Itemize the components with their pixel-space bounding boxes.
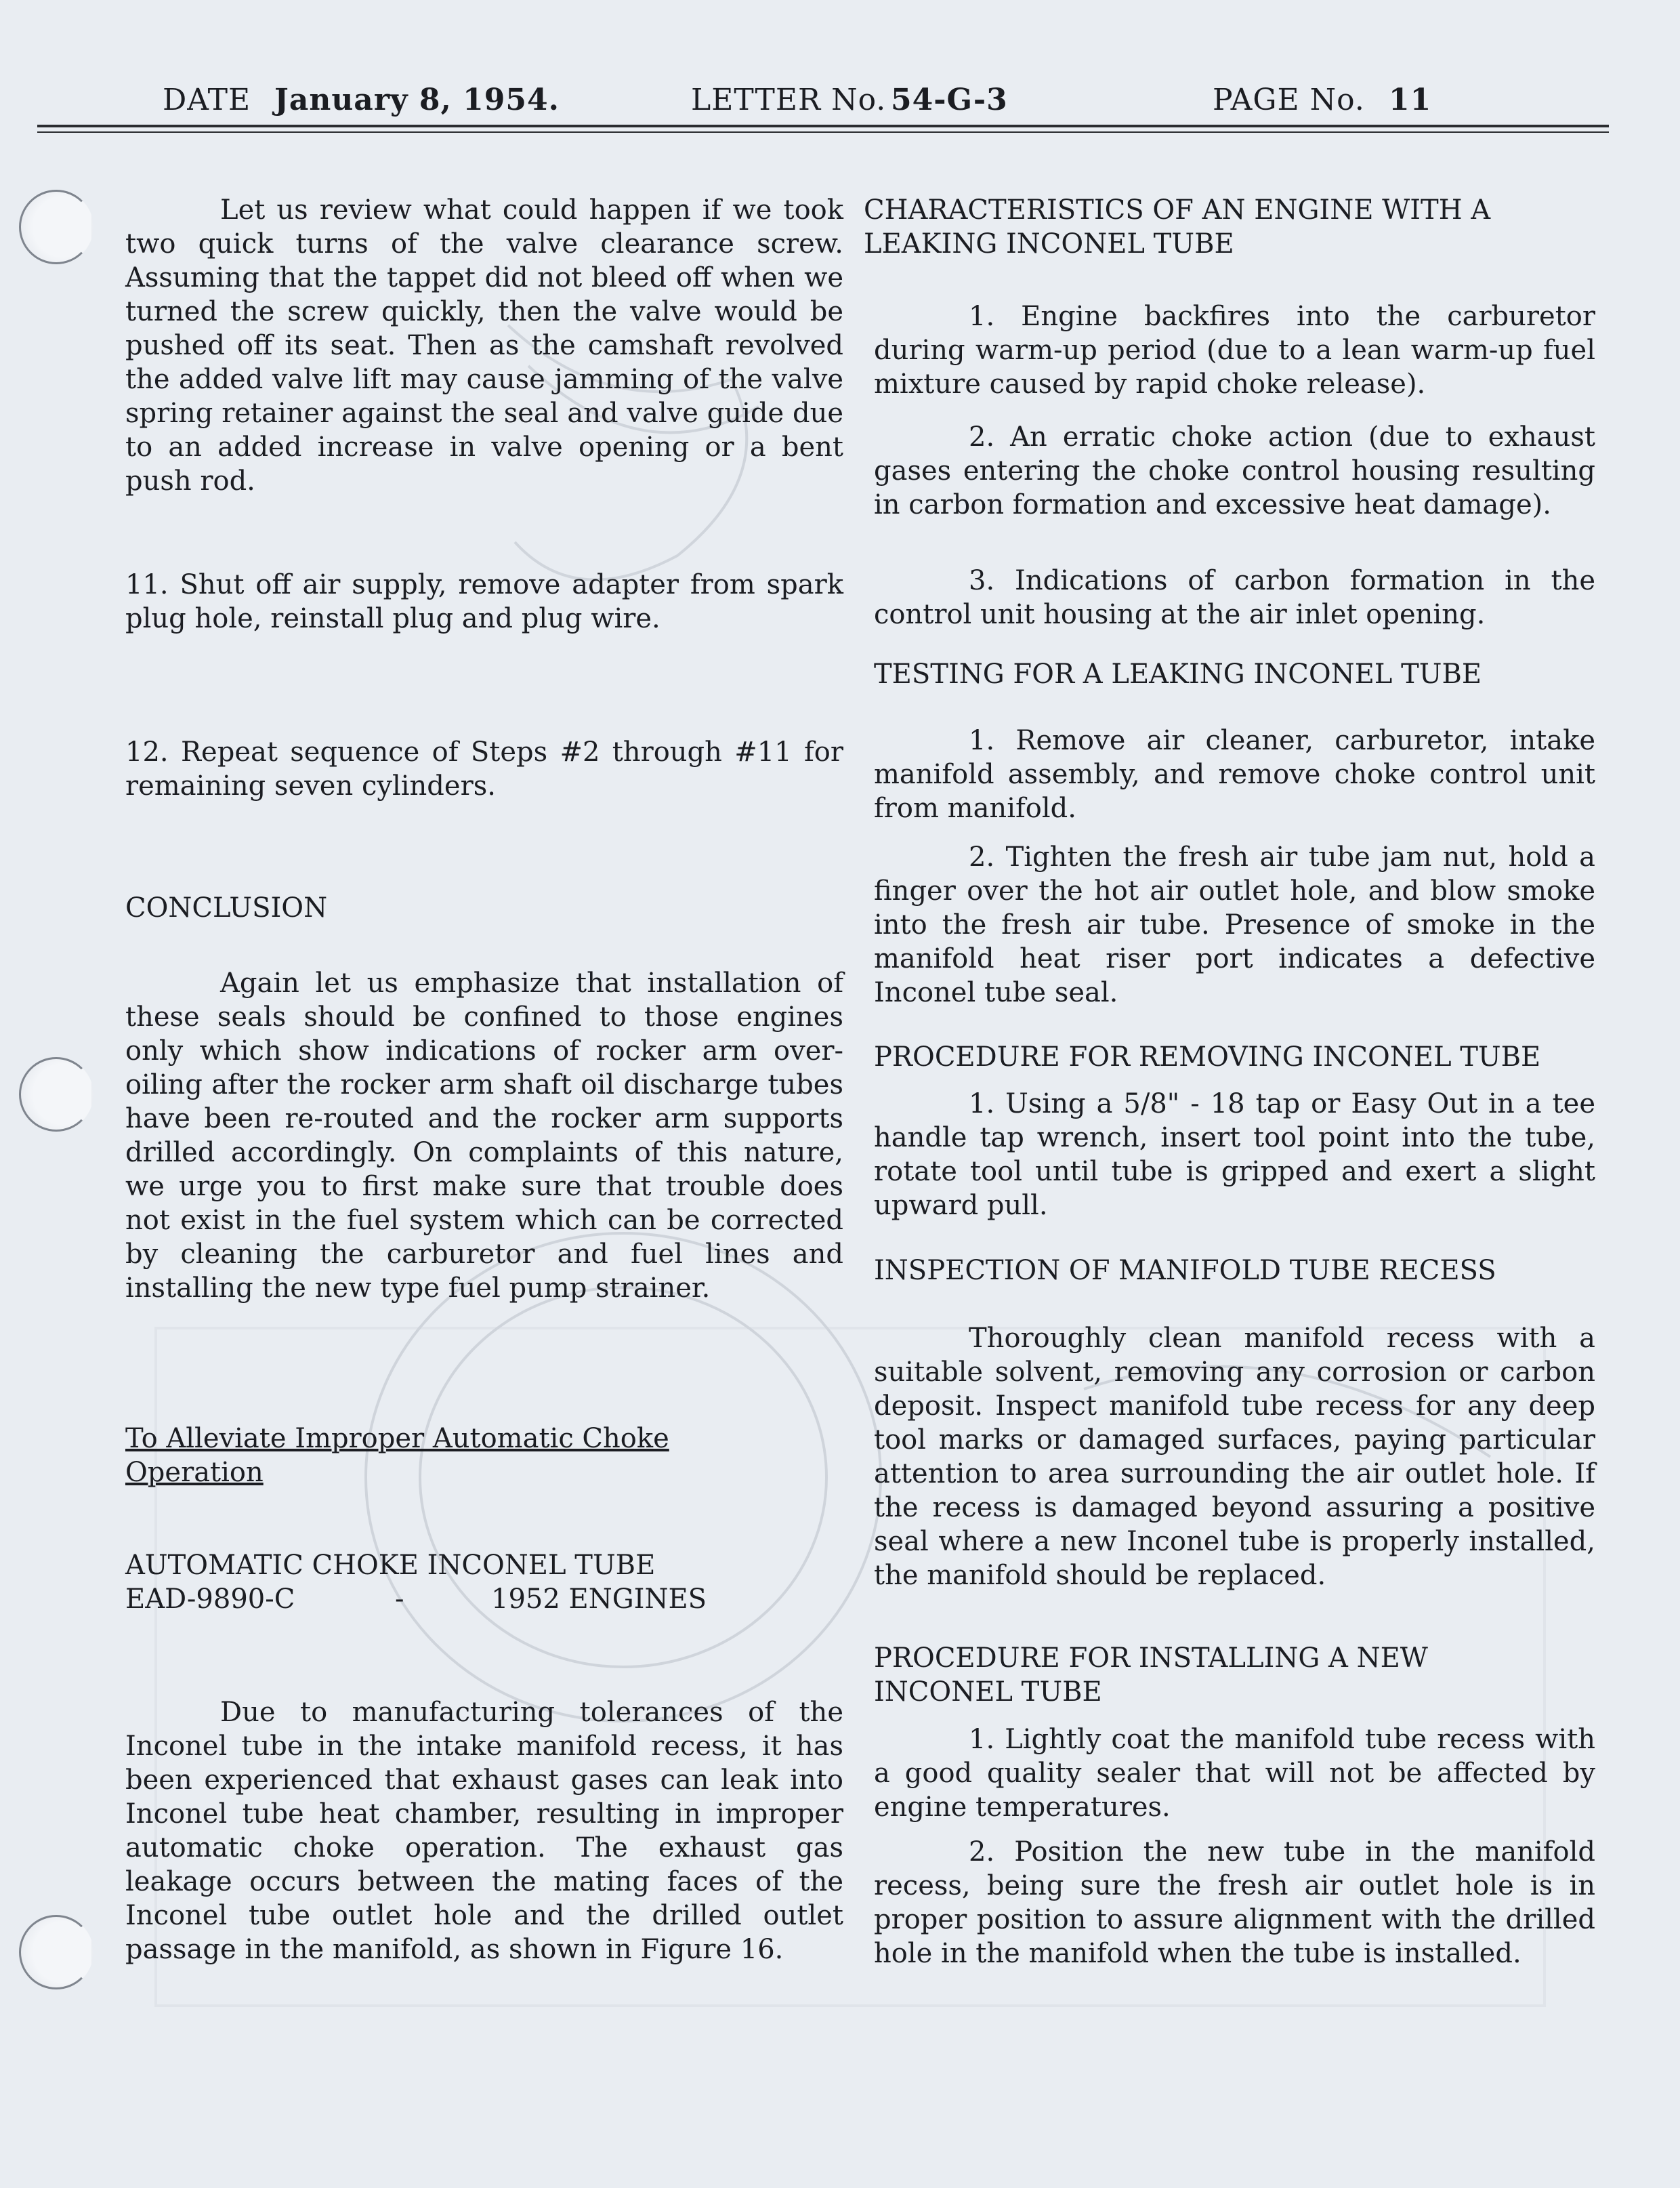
page-header — [125, 76, 1595, 123]
page-label: PAGE No. — [1213, 83, 1365, 117]
part-heading-line1: AUTOMATIC CHOKE INCONEL TUBE — [125, 1550, 656, 1581]
characteristic-2-text: 2. An erratic choke action (due to exhaust gases entering the choke control housing resulting in carbon formation and excessive heat damage). — [874, 421, 1595, 520]
characteristic-3 — [874, 564, 1595, 632]
step-12-text: 12. Repeat sequence of Steps #2 through #11 for remaining seven cylinders. — [125, 737, 843, 802]
binder-hole-top — [19, 190, 93, 264]
inspection-body — [874, 1321, 1595, 1592]
characteristic-2 — [874, 420, 1595, 522]
inspection-paragraph: Thoroughly clean manifold recess with a suitable solvent, removing any corrosion or carbon deposit. Inspect manifold tube recess for any deep tool marks or damaged surfaces, paying particular attention to area surrounding the air outlet hole. If the recess is damaged beyond assuring a positive seal where a new Inconel tube is properly installed, the manifold should be replaced. — [874, 1323, 1595, 1591]
test-step-1-text: 1. Remove air cleaner, carburetor, intake manifold assembly, and remove choke control unit from manifold. — [874, 725, 1595, 824]
step-11-text: 11. Shut off air supply, remove adapter from spark plug hole, reinstall plug and plug wire. — [125, 569, 843, 634]
install-step-1-text: 1. Lightly coat the manifold tube recess with a good quality sealer that will not be affected by engine temperatures. — [874, 1724, 1595, 1823]
test-step-1 — [874, 724, 1595, 825]
part-dash: - — [395, 1584, 404, 1615]
header-rule — [37, 125, 1609, 127]
installing-heading-line1: PROCEDURE FOR INSTALLING A NEW — [874, 1643, 1428, 1674]
part-number: EAD-9890-C — [125, 1584, 295, 1615]
left-column — [125, 193, 843, 498]
remove-step-1 — [874, 1087, 1595, 1222]
install-step-1 — [874, 1722, 1595, 1824]
install-step-2 — [874, 1835, 1595, 1970]
letter-label: LETTER No. — [691, 83, 887, 117]
conclusion-section — [125, 891, 843, 925]
intro-paragraph: Let us review what could happen if we took two quick turns of the valve clearance screw. Assuming that the tappet did not bleed off when we turned the screw quickly, then the valve would be pushed off its seat. Then as the camshaft revolved the added valve lift may cause jamming of the valve spring retainer against the seal and valve guide due to an added increase in valve opening or a bent push rod. — [125, 194, 843, 497]
tolerance-section — [125, 1695, 843, 1966]
characteristic-3-text: 3. Indications of carbon formation in the control unit housing at the air inlet opening. — [874, 565, 1595, 630]
removing-section — [874, 1040, 1595, 1074]
date-value: January 8, 1954. — [274, 83, 560, 117]
step-11 — [125, 568, 843, 636]
install-step-2-text: 2. Position the new tube in the manifold recess, being sure the fresh air outlet hole is in proper position to assure alignment with the drilled hole in the manifold when the tube is installed. — [874, 1836, 1595, 1969]
conclusion-heading: CONCLUSION — [125, 892, 328, 924]
characteristics-heading-line1: CHARACTERISTICS OF AN ENGINE WITH A — [864, 194, 1491, 226]
conclusion-paragraph: Again let us emphasize that installation of these seals should be confined to those engines only which show indications of rocker arm over-oiling after the rocker arm shaft oil discharge tubes have been re-routed and the rocker arm supports drilled accordingly. On complaints of this nature, we urge you to first make sure that trouble does not exist in the fuel system which can be corrected by cleaning the carburetor and fuel lines and installing the new type fuel pump strainer. — [125, 968, 843, 1304]
test-step-2-text: 2. Tighten the fresh air tube jam nut, hold a finger over the hot air outlet hole, and blow smoke into the fresh air tube. Presence of smoke in the manifold heat riser port indicates a defective Inconel tube seal. — [874, 842, 1595, 1008]
test-step-2 — [874, 840, 1595, 1010]
part-heading-line2 — [125, 1582, 843, 1616]
page-number: 11 — [1389, 83, 1432, 117]
step-12 — [125, 735, 843, 803]
section-title — [125, 1422, 843, 1489]
testing-heading: TESTING FOR A LEAKING INCONEL TUBE — [874, 659, 1482, 690]
binder-hole-bottom — [19, 1915, 93, 1989]
testing-section — [874, 657, 1595, 691]
conclusion-body — [125, 966, 843, 1305]
installing-heading-line2: INCONEL TUBE — [874, 1676, 1102, 1708]
characteristic-1-text: 1. Engine backfires into the carburetor during warm-up period (due to a lean warm-up fuel mixture caused by rapid choke release). — [874, 301, 1595, 400]
remove-step-1-text: 1. Using a 5/8" - 18 tap or Easy Out in a tee handle tap wrench, insert tool point into the tube, rotate tool until tube is gripped and exert a slight upward pull. — [874, 1088, 1595, 1221]
part-heading — [125, 1548, 843, 1616]
right-column — [864, 193, 1595, 261]
installing-section — [874, 1641, 1595, 1709]
binder-hole-middle — [19, 1057, 93, 1132]
letter-number: 54-G-3 — [891, 83, 1008, 117]
inspection-heading: INSPECTION OF MANIFOLD TUBE RECESS — [874, 1255, 1496, 1286]
date-label: DATE — [163, 83, 251, 117]
inspection-section — [874, 1254, 1595, 1287]
header-rule-thin — [37, 131, 1609, 133]
characteristics-heading-line2: LEAKING INCONEL TUBE — [864, 228, 1234, 260]
characteristic-1 — [874, 300, 1595, 401]
section-title-line1: To Alleviate Improper Automatic Choke — [125, 1423, 669, 1454]
tolerance-paragraph: Due to manufacturing tolerances of the Inconel tube in the intake manifold recess, it has been experienced that exhaust gases can leak into Inconel tube heat chamber, resulting in improper automatic choke operation. The exhaust gas leakage occurs between the mating faces of the Inconel tube outlet hole and the drilled outlet passage in the manifold, as shown in Figure 16. — [125, 1697, 843, 1965]
part-engines: 1952 ENGINES — [491, 1584, 707, 1615]
section-title-line2: Operation — [125, 1457, 264, 1488]
removing-heading: PROCEDURE FOR REMOVING INCONEL TUBE — [874, 1041, 1541, 1073]
